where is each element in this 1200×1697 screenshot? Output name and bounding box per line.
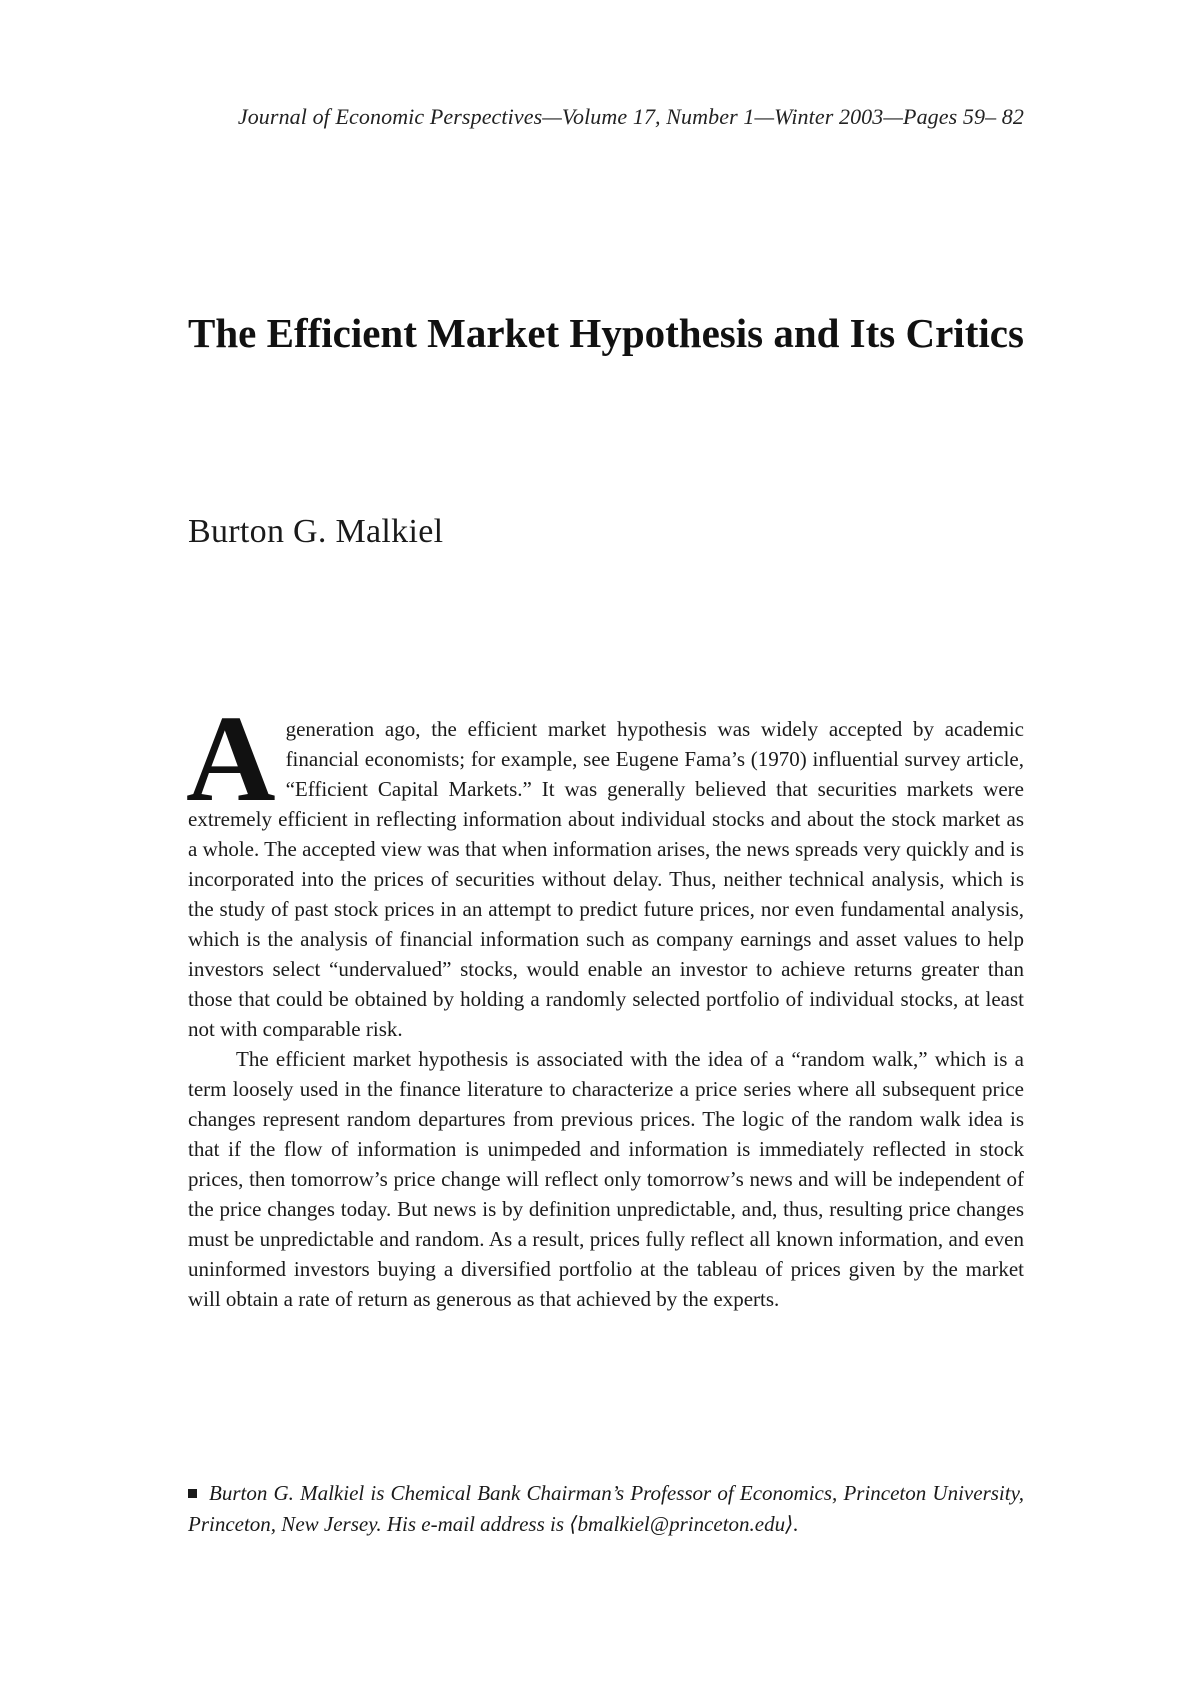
drop-cap: A: [186, 690, 276, 827]
body-paragraph-2: The efficient market hypothesis is associated with the idea of a “random walk,” which is a term loosely used in the finance literature to characterize a price series where all subsequent price changes represent random departures from previous prices. The logic of the random walk idea is that if the flow of information is unimpeded and information is immediately reflected in stock prices, then tomorrow’s price change will reflect only tomorrow’s news and will be independent of the price changes today. But news is by definition unpredictable, and, thus, resulting price changes must be unpredictable and random. As a result, prices fully reflect all known information, and even uninformed investors buying a diversified portfolio at the tableau of prices given by the market will obtain a rate of return as generous as that achieved by the experts.: [188, 1047, 1024, 1311]
author-name: Burton G. Malkiel: [188, 513, 444, 550]
running-head: Journal of Economic Perspectives—Volume 17, Number 1—Winter 2003—Pages 59– 82: [237, 104, 1024, 129]
author-footnote: [188, 1478, 1024, 1540]
paragraph-1-text: generation ago, the efficient market hypothesis was widely accepted by academic financial economists; for example, see Eugene Fama’s (1970) influential survey article, “Efficient Capital Markets.” It was generally believed that securities markets were extremely efficient in reflecting information about individual stocks and about the stock market as a whole. The accepted view was that when information arises, the news spreads very quickly and is incorporated into the prices of securities without delay. Thus, neither technical analysis, which is the study of past stock prices in an attempt to predict future prices, nor even fundamental analysis, which is the analysis of financial information such as company earnings and asset values to help investors select “undervalued” stocks, would enable an investor to achieve returns greater than those that could be obtained by holding a randomly selected portfolio of individual stocks, at least not with comparable risk.: [188, 717, 1024, 1041]
body-paragraph-1: [186, 690, 1024, 1044]
article-body: [186, 690, 1024, 1314]
footnote-square-bullet-icon: [188, 1489, 197, 1498]
footnote-text: Burton G. Malkiel is Chemical Bank Chairman’s Professor of Economics, Princeton University, Princeton, New Jersey. His e-mail address is ⟨bmalkiel@princeton.edu⟩.: [188, 1481, 1024, 1536]
article-title: The Efficient Market Hypothesis and Its Critics: [188, 310, 1024, 356]
